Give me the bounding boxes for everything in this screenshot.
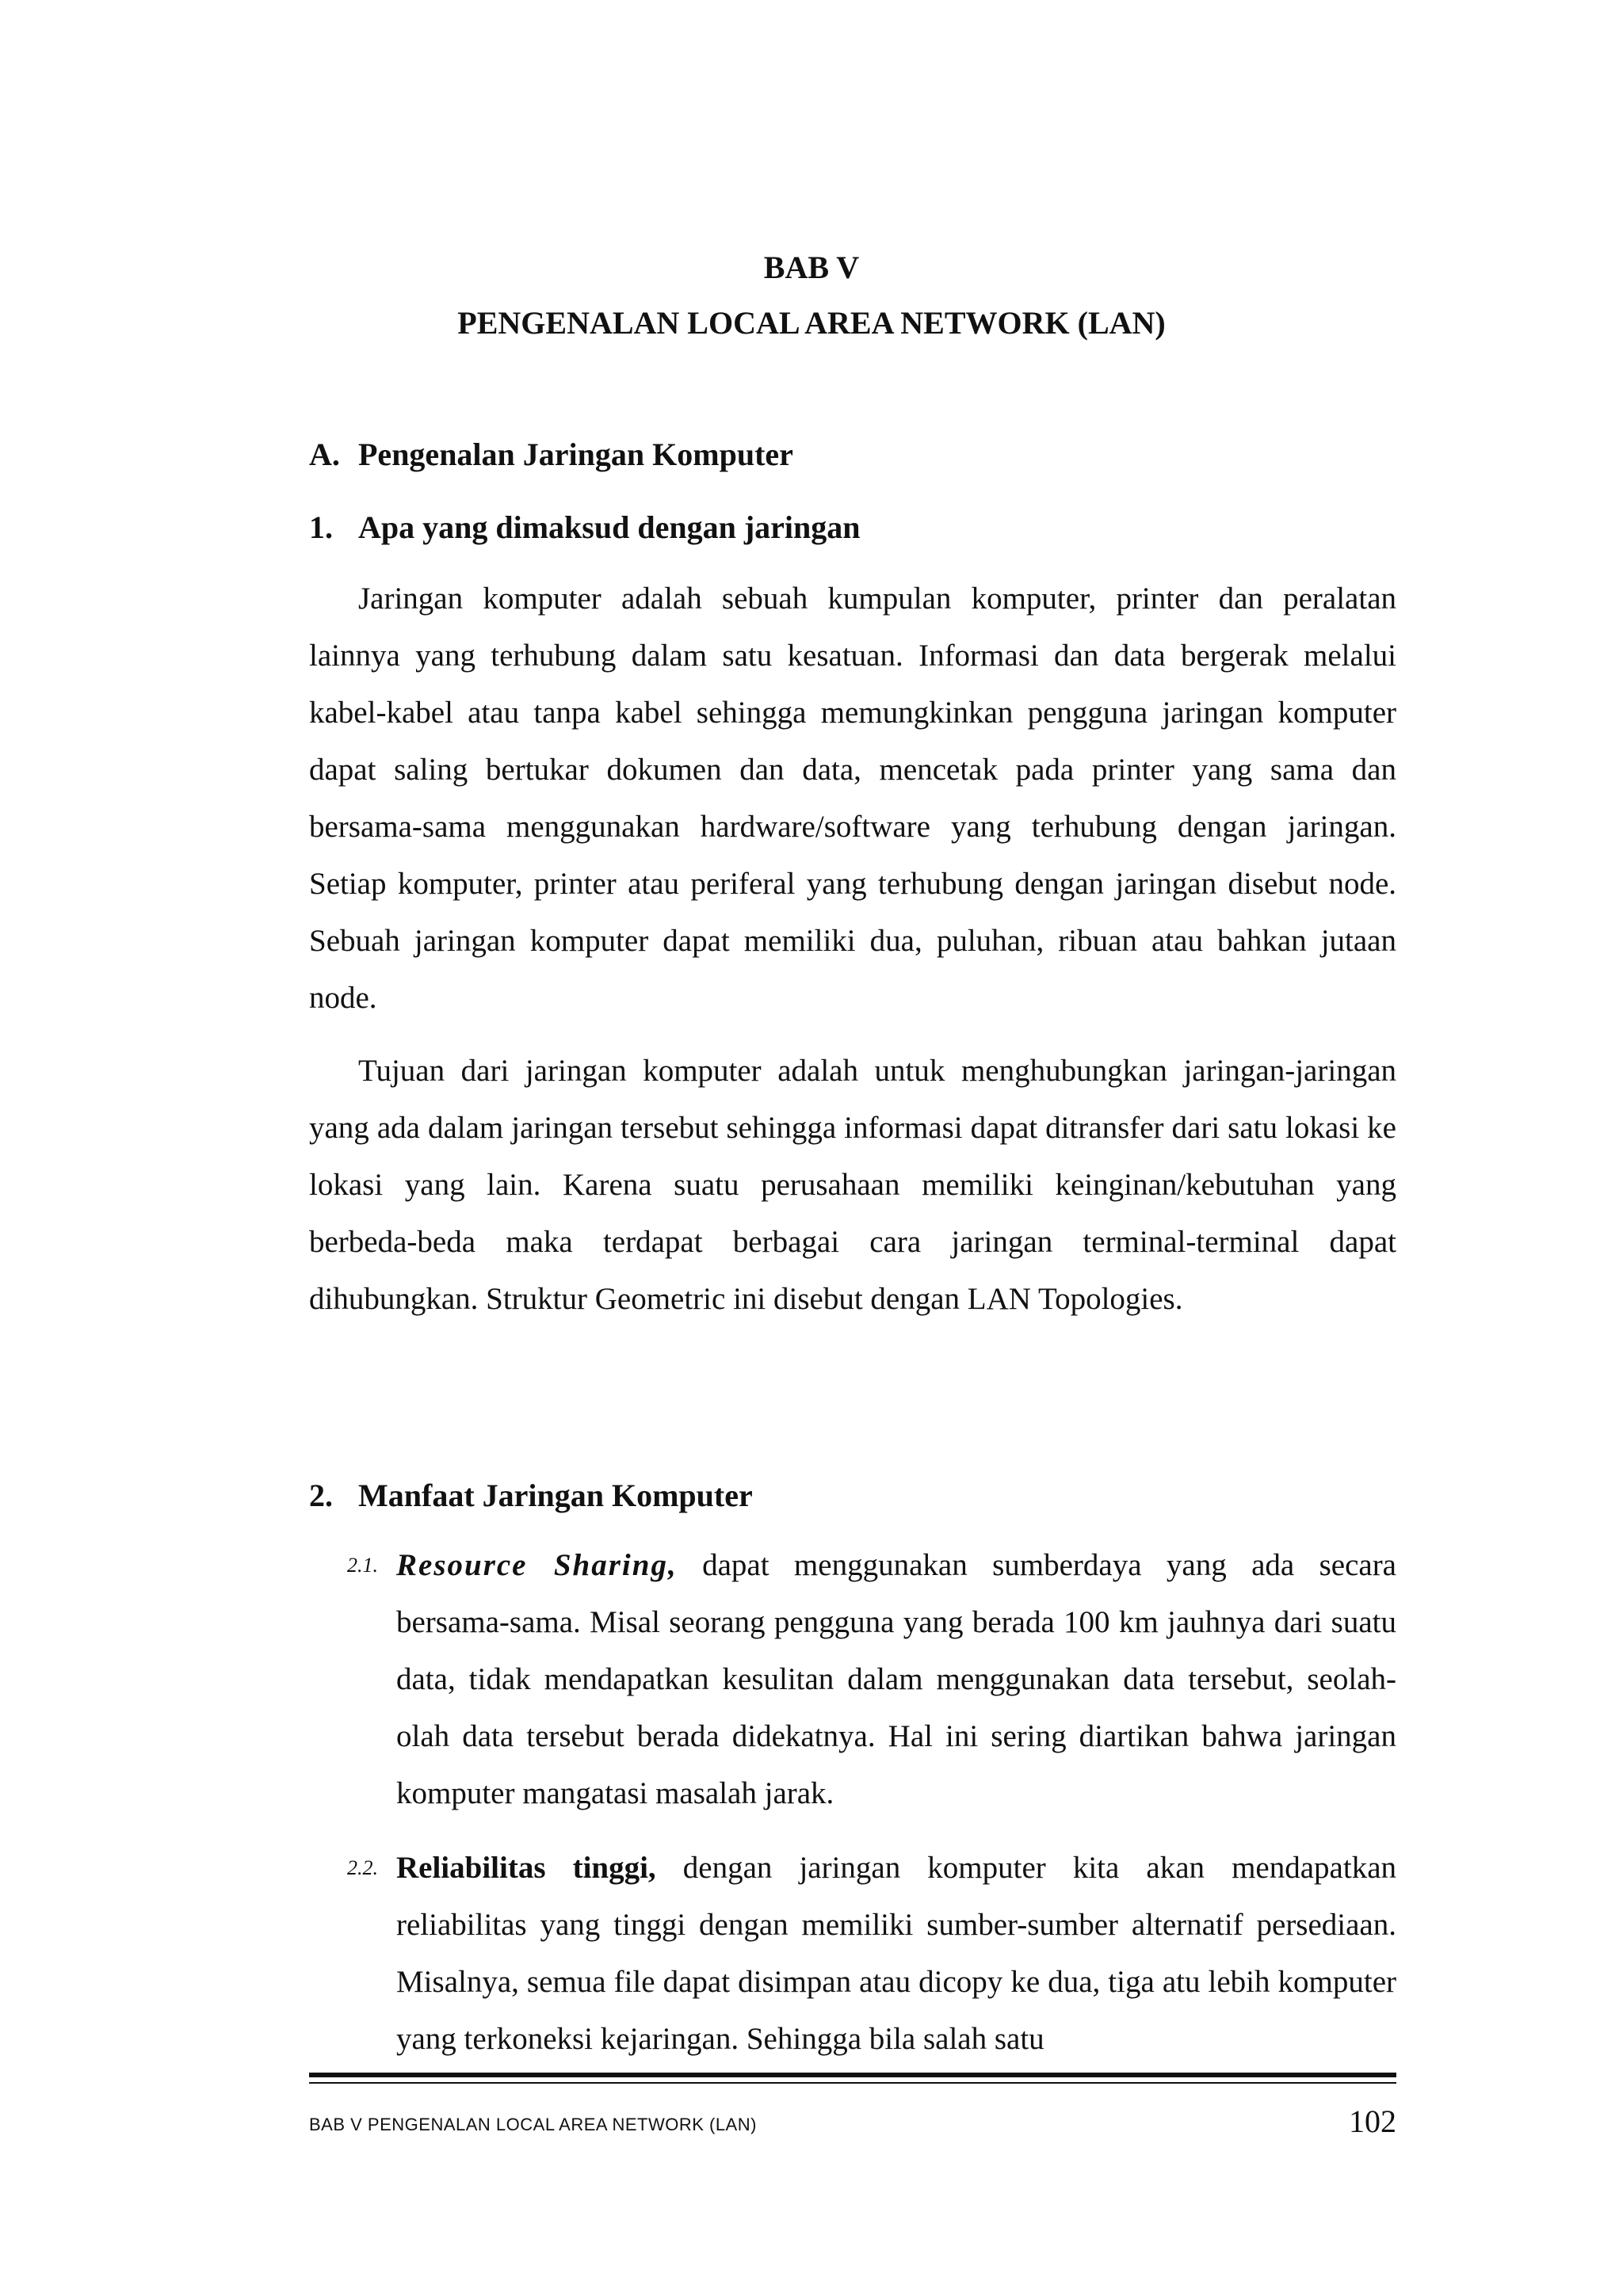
list-item-text: dengan jaringan komputer kita akan mendapatkan reliabilitas yang tinggi dengan memiliki sumber-sumber alternatif persediaan. Misalnya, semua file dapat disimpan atau dicopy ke dua, tiga atu lebih komputer yang terkoneksi kejaringan. Sehingga bila salah satu [396, 1851, 1397, 2056]
paragraph-definition: Jaringan komputer adalah sebuah kumpulan komputer, printer dan peralatan lainnya yang terhubung dalam satu kesatuan. Informasi dan data bergerak melalui kabel-kabel atau tanpa kabel sehingga memungkinkan pengguna jaringan komputer dapat saling bertukar dokumen dan data, mencetak pada printer yang sama dan bersama-sama menggunakan hardware/software yang terhubung dengan jaringan. Setiap komputer, printer atau periferal yang terhubung dengan jaringan disebut node. Sebuah jaringan komputer dapat memiliki dua, puluhan, ribuan atau bahkan jutaan node. [309, 582, 1396, 1015]
footer-divider-thick [309, 2073, 1396, 2077]
section-number: A. [309, 437, 340, 472]
list-item-reliability [347, 1840, 1396, 2068]
list-item-term: Resource Sharing, [396, 1548, 678, 1582]
subsection-number: 1. [309, 509, 333, 545]
list-item-body [396, 1537, 1396, 1822]
subsection-title: Apa yang dimaksud dengan jaringan [358, 509, 861, 545]
chapter-number: BAB V [763, 250, 860, 285]
subsection-heading-1 [309, 509, 861, 547]
subsection-heading-2 [309, 1477, 753, 1515]
paragraph-purpose: Tujuan dari jaringan komputer adalah untuk menghubungkan jaringan-jaringan yang ada dalam jaringan tersebut sehingga informasi dapat ditransfer dari satu lokasi ke lokasi yang lain. Karena suatu perusahaan memiliki keinginan/kebutuhan yang berbeda-beda maka terdapat berbagai cara jaringan terminal-terminal dapat dihubungkan. Struktur Geometric ini disebut dengan LAN Topologies. [309, 1054, 1396, 1316]
list-item-body [396, 1840, 1396, 2068]
footer-divider-thin [309, 2082, 1396, 2084]
list-item-resource-sharing [347, 1537, 1396, 1822]
list-item-text: dapat menggunakan sumberdaya yang ada secara bersama-sama. Misal seorang pengguna yang berada 100 km jauhnya dari suatu data, tidak mendapatkan kesulitan dalam menggunakan data tersebut, seolah-olah data tersebut berada didekatnya. Hal ini sering diartikan bahwa jaringan komputer mangatasi masalah jarak. [396, 1548, 1396, 1810]
subsection-title: Manfaat Jaringan Komputer [358, 1478, 753, 1513]
section-heading-a [309, 436, 793, 474]
list-item-term: Reliabilitas tinggi, [396, 1851, 656, 1885]
page-number: 102 [1349, 2103, 1396, 2139]
chapter-title: PENGENALAN LOCAL AREA NETWORK (LAN) [457, 305, 1166, 341]
subsection-number: 2. [309, 1478, 333, 1513]
list-item-number: 2.2. [347, 1856, 378, 1879]
footer-running-title: BAB V PENGENALAN LOCAL AREA NETWORK (LAN) [309, 2115, 757, 2134]
list-item-number: 2.1. [347, 1554, 378, 1577]
section-title: Pengenalan Jaringan Komputer [358, 437, 793, 472]
